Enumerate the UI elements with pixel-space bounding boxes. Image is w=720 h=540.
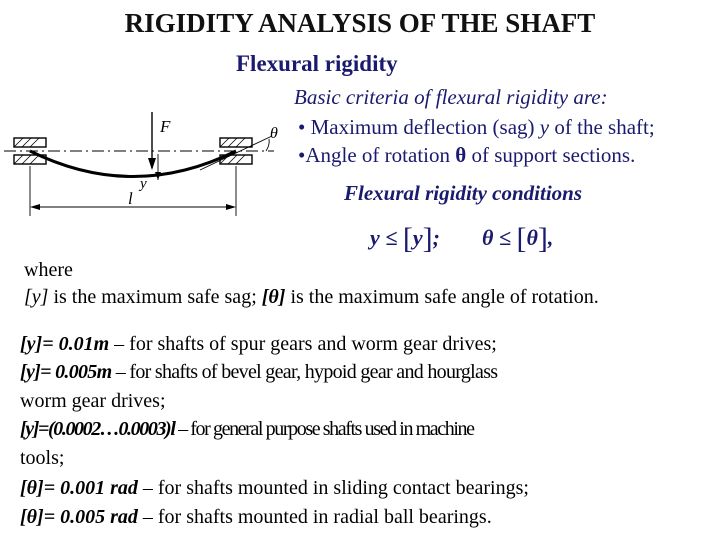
limit-machine-tools: [y]=(0.0002…0.0003)l – for general purpose shafts used in machine — [20, 418, 474, 440]
criterion-rotation: •Angle of rotation θ of support sections. — [298, 143, 636, 167]
shaft-deflection-diagram — [4, 110, 304, 220]
limit-ball-bearings: [θ]= 0.005 rad – for shafts mounted in radial ball bearings. — [20, 506, 492, 528]
where-label: where — [24, 259, 73, 281]
page-title: RIGIDITY ANALYSIS OF THE SHAFT — [124, 8, 596, 38]
theta-label: θ — [270, 125, 278, 142]
deflected-shaft — [30, 151, 236, 177]
deflection-label: y — [140, 176, 147, 192]
criteria-heading: Basic criteria of flexural rigidity are: — [294, 85, 608, 109]
formula-rotation: θ ≤ [θ], — [482, 222, 554, 255]
force-label: F — [160, 117, 171, 136]
force-arrowhead — [148, 158, 156, 170]
dim-arrow-right — [226, 204, 236, 210]
limit-sliding-bearings: [θ]= 0.001 rad – for shafts mounted in sliding contact bearings; — [20, 477, 529, 499]
formula-deflection: y ≤ [y]; — [370, 222, 440, 255]
theta-arc — [266, 139, 269, 151]
limit-spur-gears: [y]= 0.01m – for shafts of spur gears and worm gear drives; — [20, 333, 497, 355]
section-subtitle: Flexural rigidity — [236, 51, 398, 76]
length-label: l — [128, 189, 133, 208]
definition-line: [y] is the maximum safe sag; [θ] is the maximum safe angle of rotation. — [24, 286, 599, 308]
conditions-title: Flexural rigidity conditions — [344, 181, 583, 205]
criterion-deflection: • Maximum deflection (sag) y of the shaft; — [298, 115, 655, 139]
dim-arrow-left — [30, 204, 40, 210]
limit-bevel-gears-continued: worm gear drives; — [20, 390, 166, 412]
limit-machine-tools-continued: tools; — [20, 447, 65, 469]
limit-bevel-gears: [y]= 0.005m – for shafts of bevel gear, hypoid gear and hourglass — [20, 361, 498, 383]
